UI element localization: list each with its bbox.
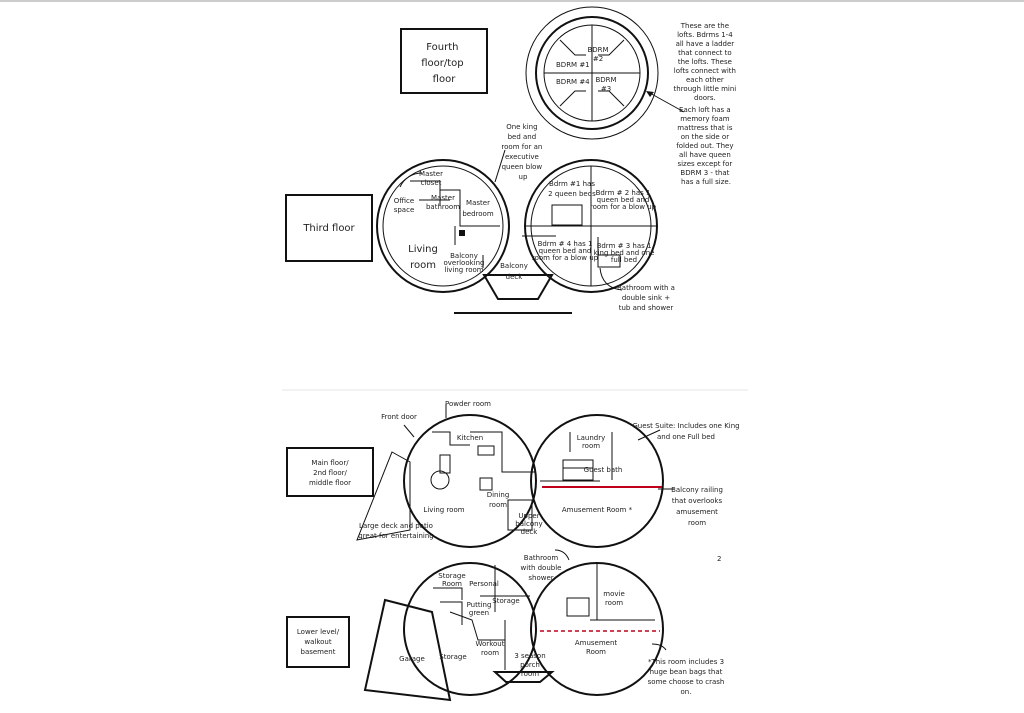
third-master-bathroom: Master bathroom (425, 194, 461, 211)
third-balcony-post (459, 230, 465, 236)
third-balcony-deck: Balcony deck (500, 262, 528, 281)
lower-workout-room: Workout room (475, 640, 505, 657)
third-balcony-note: Balcony overlooking living room (443, 252, 485, 274)
lower-storage-small: Storage (492, 597, 520, 605)
lower-level-section (287, 550, 724, 700)
third-bdrm3-note: Bdrm # 3 has 1 king bed and one full bed (593, 242, 655, 264)
main-guest-suite-note: Guest Suite: Includes one King and one Full bed (632, 422, 740, 441)
loft-bdrm2-label: BDRM #2 (587, 46, 609, 63)
third-living-room: Living room (408, 244, 438, 271)
third-master-closet: Master closet (419, 170, 443, 187)
main-front-door-arrow (404, 425, 414, 437)
main-front-door: Front door (381, 413, 417, 421)
loft-note-arrowhead (646, 91, 654, 97)
loft-bdrm1-label: BDRM #1 (556, 61, 590, 69)
lower-storage: Storage (439, 653, 467, 661)
lower-beanbag-note: *This room includes 3 huge bean bags that some choose to crash on. (647, 658, 725, 696)
lower-amusement-room: Amusement Room (574, 639, 618, 656)
lower-page-number: 2 (717, 555, 722, 563)
main-balcony-railing-note: Balcony railing that overlooks amusement room (671, 486, 723, 527)
fourth-floor-label: Fourth floor/top floor (421, 42, 464, 85)
third-master-bed-note: One king bed and room for an executive queen blow up (501, 123, 543, 181)
lower-storage-room: Storage Room (438, 572, 466, 588)
main-dining-table (480, 478, 492, 490)
main-living-room: Living room (423, 506, 465, 514)
loft-note-arrow (648, 92, 684, 112)
third-bdrm2-note: Bdrm # 2 has 1 queen bed and room for a blow up (589, 189, 657, 211)
main-kitchen: Kitchen (456, 434, 484, 442)
main-spiral-stair (431, 471, 449, 489)
loft-bdrm4-label: BDRM #4 (556, 78, 590, 86)
lower-movie-room: movie room (603, 590, 625, 607)
lower-level-label: Lower level/ walkout basement (296, 628, 340, 656)
main-powder-room: Powder room (445, 400, 491, 408)
lower-garage: Garage (399, 655, 425, 663)
main-dining-room: Dining room (486, 491, 510, 509)
main-amusement-room: Amusement Room * (561, 506, 633, 514)
third-bathroom-note: Bathroom with a double sink + tub and shower (617, 284, 675, 312)
lower-bathroom-note: Bathroom with double shower (520, 554, 562, 582)
main-guest-bath: Guest bath (583, 466, 623, 474)
main-floor-label: Main floor/ 2nd floor/ middle floor (309, 459, 351, 487)
third-master-bedroom: Master bedroom (462, 199, 494, 218)
main-deck-note: Large deck and patio great for entertaining (358, 522, 434, 540)
third-bdrm1-note: Bdrm #1 has 2 queen beds (548, 180, 596, 198)
lower-personal: Personal (469, 580, 499, 588)
third-bdrm4-note: Bdrm # 4 has 1 queen bed and room for a blow up (531, 240, 599, 262)
loft-note: These are the lofts. Bdrms 1-4 all have a ladder that connect to the lofts. These lofts connect with each other through little mini doors. Each loft has a memory foam mattress that is on the side or folded out. They all have queen sizes except for BDRM 3 - that has a full size. (673, 22, 737, 186)
third-floor-label: Third floor (303, 223, 355, 234)
main-floor-section (287, 400, 740, 547)
main-upper-balcony: Upper balcony deck (515, 512, 543, 536)
lower-three-season-porch: 3 season porch room (514, 652, 546, 678)
fourth-floor-section (401, 7, 738, 186)
third-floor-section (286, 123, 675, 313)
third-office-space: Office space (393, 197, 415, 214)
main-laundry-room: Laundry room (576, 434, 606, 450)
lower-putting-green: Putting green (466, 601, 492, 617)
loft-bdrm3-label: BDRM #3 (595, 76, 617, 93)
